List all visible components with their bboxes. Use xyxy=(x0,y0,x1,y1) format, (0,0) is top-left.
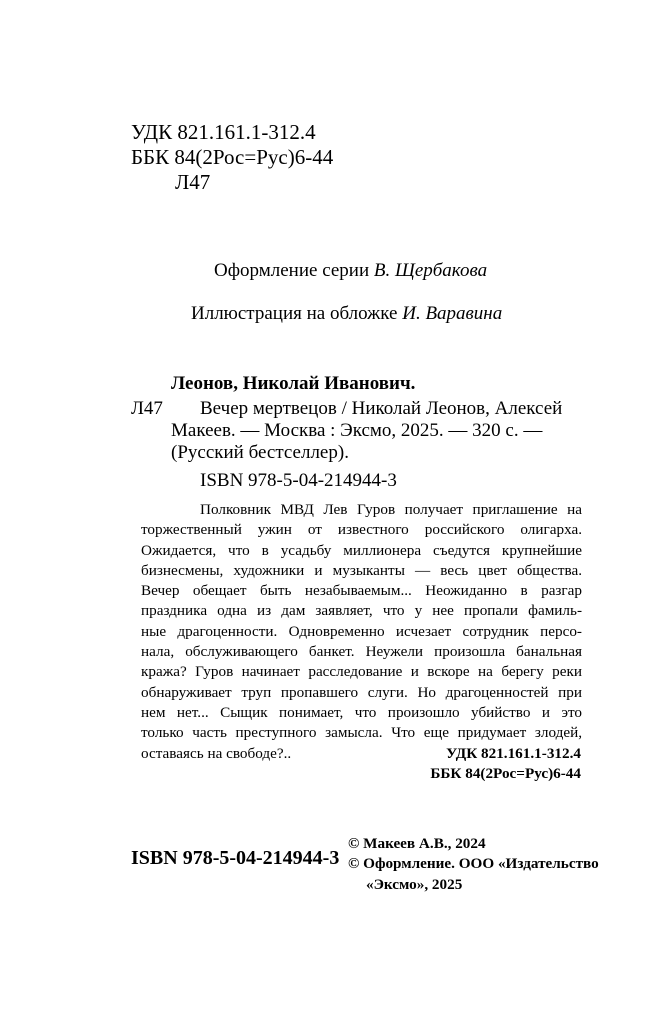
annotation-line: Ожидается, что в усадьбу миллионера съедутся крупнейшие xyxy=(141,541,582,559)
annotation-line: кража? Гуров начинает расследование и вскоре на берегу реки xyxy=(141,663,582,681)
copyright-block xyxy=(348,834,599,895)
annotation-line: обнаруживает труп пропавшего слуги. Но драгоценностей при xyxy=(141,683,582,701)
annotation-line: Полковник МВД Лев Гуров получает приглашение на xyxy=(200,501,582,518)
series-design-credit xyxy=(214,260,487,282)
footer-isbn: ISBN 978-5-04-214944-3 xyxy=(131,847,340,869)
record-isbn: ISBN 978-5-04-214944-3 xyxy=(200,470,397,491)
annotation-line: праздника одна из дам заявляет, что у нее пропали фамиль- xyxy=(141,602,582,620)
annotation-paragraph xyxy=(141,500,582,764)
copyright-line: © Оформление. ООО «Издательство xyxy=(348,855,599,873)
record-series-line: (Русский бестселлер). xyxy=(171,442,349,463)
copyright-line: © Макеев А.В., 2024 xyxy=(348,835,486,852)
cover-illustration-label: Иллюстрация на обложке xyxy=(191,303,398,324)
footer-classification xyxy=(430,744,581,785)
series-design-name: В. Щербакова xyxy=(373,260,488,281)
author-sign: Л47 xyxy=(175,170,211,194)
record-imprint-line: Макеев. — Москва : Эксмо, 2025. — 320 с. — xyxy=(171,420,543,441)
bbk-code: ББК 84(2Рос=Рус)6-44 xyxy=(131,145,334,169)
annotation-line: только часть преступного замысла. Что еще придумает злодей, xyxy=(141,724,582,742)
cover-illustration-credit xyxy=(191,303,502,325)
series-design-label: Оформление серии xyxy=(214,260,370,281)
annotation-line: оставаясь на свободе?.. xyxy=(141,744,292,762)
record-sign: Л47 xyxy=(131,398,163,419)
annotation-line: бизнесмены, художники и музыканты — весь цвет общества. xyxy=(141,561,582,579)
footer-udk-code: УДК 821.161.1-312.4 xyxy=(446,745,581,762)
annotation-line: ные драгоценности. Одновременно исчезает сотрудник персо- xyxy=(141,622,582,640)
footer-bbk-code: ББК 84(2Рос=Рус)6-44 xyxy=(430,765,581,783)
author-heading: Леонов, Николай Иванович. xyxy=(171,373,416,394)
annotation-line: торжественный ужин от известного российского олигарха. xyxy=(141,521,582,539)
cover-illustration-name: И. Варавина xyxy=(402,303,503,324)
udk-code: УДК 821.161.1-312.4 xyxy=(131,120,316,144)
copyright-line: «Эксмо», 2025 xyxy=(366,875,463,893)
annotation-line: нала, обслуживающего банкет. Неужели произошла банальная xyxy=(141,643,582,661)
annotation-line: нем нет... Сыщик понимает, что произошло убийство и это xyxy=(141,703,582,721)
annotation-line: Вечер обещает быть незабываемым... Неожиданно в разгар xyxy=(141,582,582,600)
record-title-line: Вечер мертвецов / Николай Леонов, Алексей xyxy=(200,398,563,419)
